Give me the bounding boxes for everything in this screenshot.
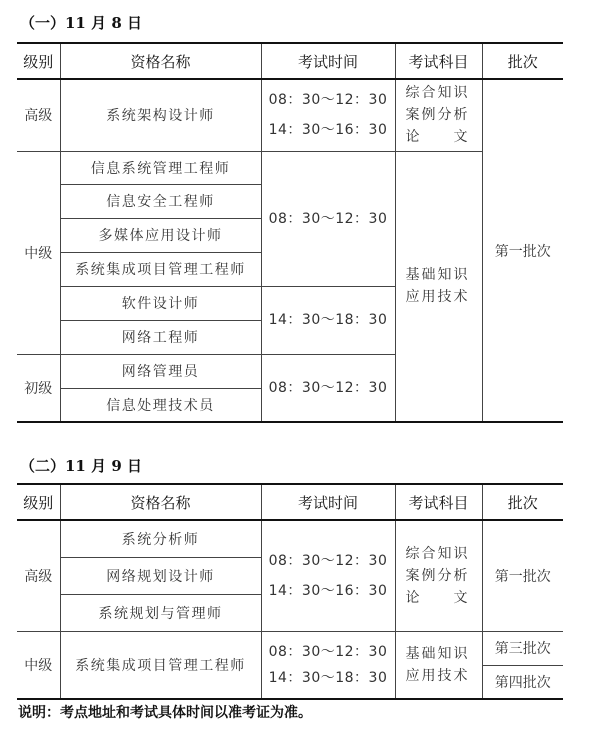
batch-cell: 第一批次 [482,79,563,422]
exam-time: 08：30～12：30 [268,552,388,569]
exam-time: 08：30～12：30 [268,379,388,396]
exam-subject: 综合知识 [405,85,470,102]
exam-subject: 基础知识 [405,645,470,662]
qualification-name: 网络管理员 [60,354,261,388]
qualification-name: 信息安全工程师 [60,184,261,218]
qualification-name: 软件设计师 [60,286,261,320]
qualification-name: 网络工程师 [60,320,261,354]
level-middle: 中级 [17,631,60,699]
header-batch: 批次 [482,484,563,520]
qualification-name: 信息处理技术员 [60,388,261,422]
section2-heading: （二）11 月 9 日 [20,457,142,475]
exam-subject: 应用技术 [405,289,470,306]
level-senior: 高级 [17,79,60,151]
exam-subject: 案例分析 [405,107,470,124]
qualification-name: 信息系统管理工程师 [60,151,261,184]
table-row [17,520,563,557]
qualification-name: 系统规划与管理师 [60,594,261,631]
exam-subject: 案例分析 [405,567,470,584]
qualification-name: 多媒体应用设计师 [60,218,261,252]
section1-heading: （一）11 月 8 日 [20,14,142,32]
exam-time-cell [261,151,395,286]
exam-subject: 基础知识 [405,267,470,284]
level-senior: 高级 [17,520,60,631]
header-qualification: 资格名称 [60,43,261,79]
batch-cell: 第四批次 [482,665,563,699]
exam-time-cell [261,286,395,354]
exam-time: 08：30～12：30 [268,210,388,227]
batch-cell: 第一批次 [482,520,563,631]
exam-subject: 论 文 [405,129,470,146]
batch-cell: 第三批次 [482,631,563,665]
exam-subject: 论 文 [405,589,470,606]
qualification-name: 系统集成项目管理工程师 [60,252,261,286]
exam-schedule-table-nov9 [17,483,563,700]
header-level: 级别 [17,484,60,520]
exam-time: 14：30～18：30 [268,669,388,686]
exam-time: 14：30～18：30 [268,312,388,328]
exam-time-cell [261,631,395,699]
exam-subjects-cell [395,631,482,699]
qualification-name: 系统架构设计师 [60,79,261,151]
exam-time: 14：30～16：30 [268,582,388,599]
exam-time-cell [261,354,395,422]
exam-time-cell [261,520,395,631]
table-row [17,79,563,151]
level-middle: 中级 [17,151,60,354]
exam-time: 08：30～12：30 [268,643,388,660]
exam-subject: 应用技术 [405,667,470,684]
header-level: 级别 [17,43,60,79]
header-time: 考试时间 [261,484,395,520]
header-subject: 考试科目 [395,484,482,520]
exam-subjects-cell [395,151,482,422]
header-subject: 考试科目 [395,43,482,79]
exam-subjects-cell [395,520,482,631]
header-batch: 批次 [482,43,563,79]
header-time: 考试时间 [261,43,395,79]
qualification-name: 网络规划设计师 [60,557,261,594]
exam-subject: 综合知识 [405,545,470,562]
footnote: 说明：考点地址和考试具体时间以准考证为准。 [18,705,312,721]
level-junior: 初级 [17,354,60,422]
qualification-name: 系统分析师 [60,520,261,557]
table-row [17,151,563,184]
table-row [17,631,563,665]
qualification-name: 系统集成项目管理工程师 [60,631,261,699]
exam-time: 14：30～16：30 [268,122,388,139]
exam-time-cell [261,79,395,151]
exam-time: 08：30～12：30 [268,92,388,109]
exam-subjects-cell [395,79,482,151]
header-qualification: 资格名称 [60,484,261,520]
exam-schedule-table-nov8 [17,42,563,423]
